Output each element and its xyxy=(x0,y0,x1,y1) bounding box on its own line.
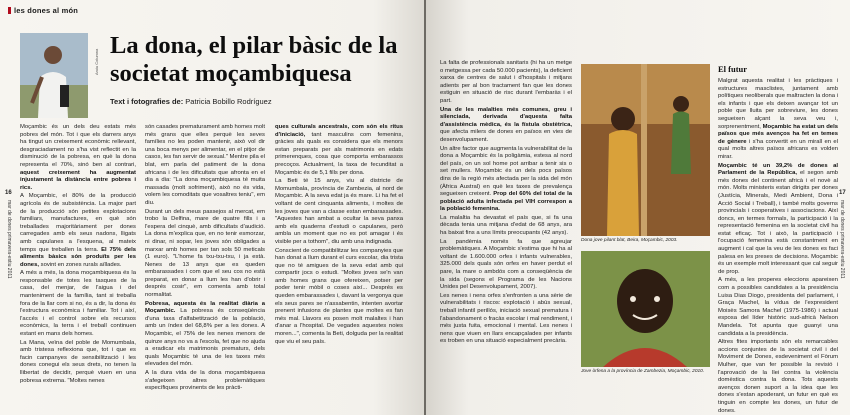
paragraph: A més a més, la dona moçambiquesa és la responsable de totes les tasques de la casa, del menjar, de l'aigua i del manteniment de la família, tant si treballa fora de la llar com si no, és a dir, la dona és l'estructura econòmica i familiar. Tot i així, l'accés i el control sobre els recursos econòmics, la terra i el treball continuen estant en mans dels homes. xyxy=(20,270,136,338)
paragraph: La malaltia ha devastat el país que, si fa una dècada tenia una mitjana d'edat de 68 anys, ara ha baixat fins a uns límits preocupants (42 anys). xyxy=(440,214,572,237)
highlight: Pobresa, aquesta és la realitat diària a Moçambic. xyxy=(145,300,265,315)
photo-caption-2: Jove òrfena a la província de Zambezia, Moçambic, 2010. xyxy=(581,369,705,374)
paragraph: sovint en zones rurals aïllades. xyxy=(40,261,122,268)
photo-caption-1: Dona jove pilant blat, Beira, Moçambic, 2003. xyxy=(581,238,678,243)
photo-young-orphan xyxy=(581,251,710,367)
article-headline: La dona, el pilar bàsic de la societat moçambiquesa xyxy=(110,32,398,87)
left-page xyxy=(0,0,424,415)
right-column-1 xyxy=(440,60,572,347)
left-column-2 xyxy=(145,124,265,394)
folio-left: mar de dones primavera-estiu 2011 xyxy=(6,200,12,279)
section-subhead-future: El futur xyxy=(718,64,748,74)
paragraph: Altres fites importants són els remarcables accions conjuntes de la societat civil i del Moviment de Dones, esdeveniment el Fòrum Mulher, que van fer possible la revisió i l'aprovació de la llei contra la violència domèstica contra la dona. Tots aquests avenços donen suport a la idea que les dones s'estan apoderant, un futur en què es tinguin en compte les dones, un futur de dones. xyxy=(718,339,838,414)
page-number-right: 17 xyxy=(839,190,846,196)
paragraph: A Moçambic, el 80% de la producció agrícola és de subsistència. La major part de la producció són petites explotacions familiars, manufactures, en què són treballades majoritàriament per dones carregades amb els seus nadons, lligats amb capulanes a l'esquena, al mateix temps que treballen la terra. xyxy=(20,193,136,253)
folio-right: mar de dones primavera-estiu 2011 xyxy=(839,200,845,279)
paragraph: el segon amb més dones del continent africà i el novè al món. Molts ministeris estan dirigits per dones (Justícia, Minerals, Medi Ambient, Dona i Acció Social i Treball), i també molts governs provincials i cooperatives i associacions. Així doncs, en termes formals, la participació i la representació femenina en la societat civil ha estat eficaç. Tot i això, la participació i l'ocupació femenina està constantment en augment i cal que la veu de les dones es faci palesa en les preses de decisions. Moçambic és un exemple molt interessant que cal seguir de prop. xyxy=(718,170,839,275)
paragraph: són casades prematurament amb homes molt més grans que elles perquè les seves famílies no les poden mantenir, això vol dir una boca menys per alimentar, en el pitjor de casos, les fan servir de sexual." Mentre pila el blat, em parla del patiment de la dona africana i de les dificultats que afronta en el dia a dia: "La dona moçambiquesa té muita massada (molt sofriment), això no és vida, volem les comoditats que vosaltres teniu", em diu. xyxy=(145,124,265,206)
page-number-left: 16 xyxy=(5,190,12,196)
left-column-1 xyxy=(20,124,136,386)
paragraph: Moçambic és un dels deu estats més pobres del món. Tot i que els darrers anys ha tingut un creixement econòmic rellevant, desgraciadament no s'ha vist reflectit en la disminució de la pobresa, en què la dona representa el 70%, sinó ben al contrari, xyxy=(20,124,136,168)
paragraph: Malgrat aquesta realitat i les pràctiques i estructures masclistes, juntament amb polítiques neoliberals que maltracten la dona i els infants i que els deixen avançar tot un poble que lluita per sobreviure, les dones segueixen alçant la seva veu i, sorprenentment, xyxy=(718,78,838,130)
right-column-3 xyxy=(718,78,838,415)
paragraph: Un altre factor que augmenta la vulnerabilitat de la dona a Moçambic és la poligàmia, xyxy=(440,145,572,160)
paragraph: i s'ha convertit en un mirall en el qual molts altres països africans es volden mirar. xyxy=(718,138,839,160)
right-page xyxy=(426,0,850,415)
byline-name: Patricia Bobillo Rodríguez xyxy=(185,97,272,106)
paragraph: A més, a les properes eleccions apareixen com a possibles candidates a la presidència Luisa Dias Diogo, presidenta del parlament, i Graça Machel, la vídua de l'expresident Moisès Samora Machel (1975-1986) i actual esposa del líder històric sud-africà Nelson Mandela. Tot apunta que guanyi una candidata a la presidència. xyxy=(718,277,838,337)
highlight: ques culturals ancestrals, com són els ritus d'iniciació, xyxy=(275,124,403,138)
section-header: les dones al món xyxy=(8,6,78,15)
highlight: Moçambic ha estat un dels països que més avenços ha fet en temes de gènere xyxy=(718,123,838,145)
paragraph: La falta de professionals sanitaris (hi ha un metge o metgessa per cada 50.000 pacients), la deficient xarxa de centres de salut i d'hospitals i mitjans adients per al bon tractament fan que les dones estiguin en situació de risc durant l'embaràs i el part. xyxy=(440,60,572,104)
paragraph: Durant un dels meus passejos al mercat, em trobo la Delfina, mare de quatre fills i a l'espera del cinquè, amb dificultats d'audició. La dona m'explica que, en no tenir esmorzar, ni dinar, ni sopar, les joves són obligades a marxar amb homes per tan sols 50 meticals (1 euro). "L'home fa txu-txu-txu, i ja està. Nenes de 13 anys que es queden embarassades i com que el seu cos no està preparat, en donar a llum les han d'obrir i després cosir", em comenta amb total normalitat. xyxy=(145,208,265,299)
photo-girl-pounding-grain xyxy=(581,64,710,236)
byline xyxy=(110,97,272,106)
paragraph: Conscient de compatibilitzar les companyies que han donat a llum durant el curs escolar, dia trista que no té amigues de la seva edat amb qui compartir jocs o estudi. "Moltes joves se'n van amb homes grans que ofereixen, potser per poder tenir mòbil o coses així... Després es queden embarassades i, davant la vergonya que els seus pares se n'assabentin, intenten avortar prenent infusions de plantes que moltes es fan més mal. Llavors es posen molt malaltes i han d'anar a l'hospital. De vegades aquestes noies moren...", comenta la Beti, dolguda per la realitat que viu el seu país. xyxy=(275,247,403,345)
byline-prefix: Text i fotografies de: xyxy=(110,97,184,106)
author-photo-figure xyxy=(20,33,88,118)
paragraph: tant masculins com femenins, gràcies als quals es considera que els menors estan preparats per als matrimonis en edats primerenques, cosa que comporta embarassos precoços. Actualment, la taxa de fecunditat a Moçambic és de 5,1 fills per dona. xyxy=(275,131,404,176)
highlight: Prop del 60% del total de la població adulta infectada pel VIH correspon a la població femenina. xyxy=(440,191,572,213)
paragraph: Les nenes i nens orfes s'enfronten a una sèrie de vulnerabilitats i riscos: explotació i abús sexual, treball infantil perillós, iniciació sexual prematura i l'abandonament o fracàs escolar i mal rendiment, i més justa fuita, emocional i mental. Les nenes i nens que viuen en llars encapçalades per infants es troben en una situació especialment precària. xyxy=(440,292,572,345)
highlight: El 75% dels aliments bàsics són produïts per les dones, xyxy=(20,246,136,268)
paragraph: La Beti té 15 anys, viu al districte de Momumbala, província de Zambezia, al nord de Moçambic. A la seva edat ja és mare. Li ha fet el voltant de cent cinquanta aliments, i moltes de les joves que van a classe estan embarassades. "Aquestes han ambat a ocultar la seva panxa amb els quaderns d'estudi o capulanes, però ambla un moment que no es pot amagar i és visible per a tothom", diu amb una indignada. xyxy=(275,178,403,245)
paragraph: A la dura vida de la dona moçambiquesa s'afegeixen altres problemàtiques específiques provinents de les pràcti- xyxy=(145,370,265,392)
highlight: Moçambic té un 39,2% de dones al Parlament de la República, xyxy=(718,162,838,177)
photo-orphan-figure xyxy=(581,251,710,367)
photo-girl-figure xyxy=(581,64,710,236)
paragraph: que afecta milers de dones en països en vies de desenvolupament. xyxy=(440,129,572,143)
highlight: Una de les malalties més comunes, greu i silenciada, derivada d'aquesta falta d'assistència mèdica, és la fístula obstètrica, xyxy=(440,106,572,128)
left-column-3 xyxy=(275,124,403,347)
paragraph: La pandèmia només fa que agreujar problemàtiques. A Moçambic s'estima que hi ha al voltant de 1.600.000 orfes i infants vulnerables, xyxy=(440,238,572,260)
paragraph: La pobresa és conseqüència d'una taxa d'alfabetització de la població, amb un índex del 68,8% per a les dones. A Moçambic, el 75% de les nenes menors de quinze anys no va a l'escola, fet que no ajuda a eradicar els matrimonis prematurs, dels quals Moçambic té una de les taxes més elevades del món. xyxy=(145,308,265,368)
highlight: aquest creixement ha augmentat injustament la distància entre pobres i rics. xyxy=(20,169,136,191)
author-photo xyxy=(20,33,88,118)
paragraph: estesa al nord del país, on un sol home pot arribar a tenir sis o set mullers. Moçambic és un dels pocs països dins de la regió més afectada per la sida del món (Àfrica Austral) en què les taxes de prevalença segueixen creixent. xyxy=(440,153,572,198)
photo-credit: Arxiu Columna xyxy=(94,48,99,75)
paragraph: La Mana, veïna del poble de Momumbala, amb tristesa reflexiona que, tot i que es facin campanyes de sensibilització i les dones conegui els seus drets, no tenen la llibertat de decidir, perquè viuen en una pobresa extrema. "Moltes nenes xyxy=(20,339,136,384)
paragraph: 325.000 dels quals són orfes en haver perdut el pare, la mare o ambdós com a conseqüència de la sida (segons el Programa de les Nacions Unides pel Desenvolupament, 2007). xyxy=(440,261,572,291)
